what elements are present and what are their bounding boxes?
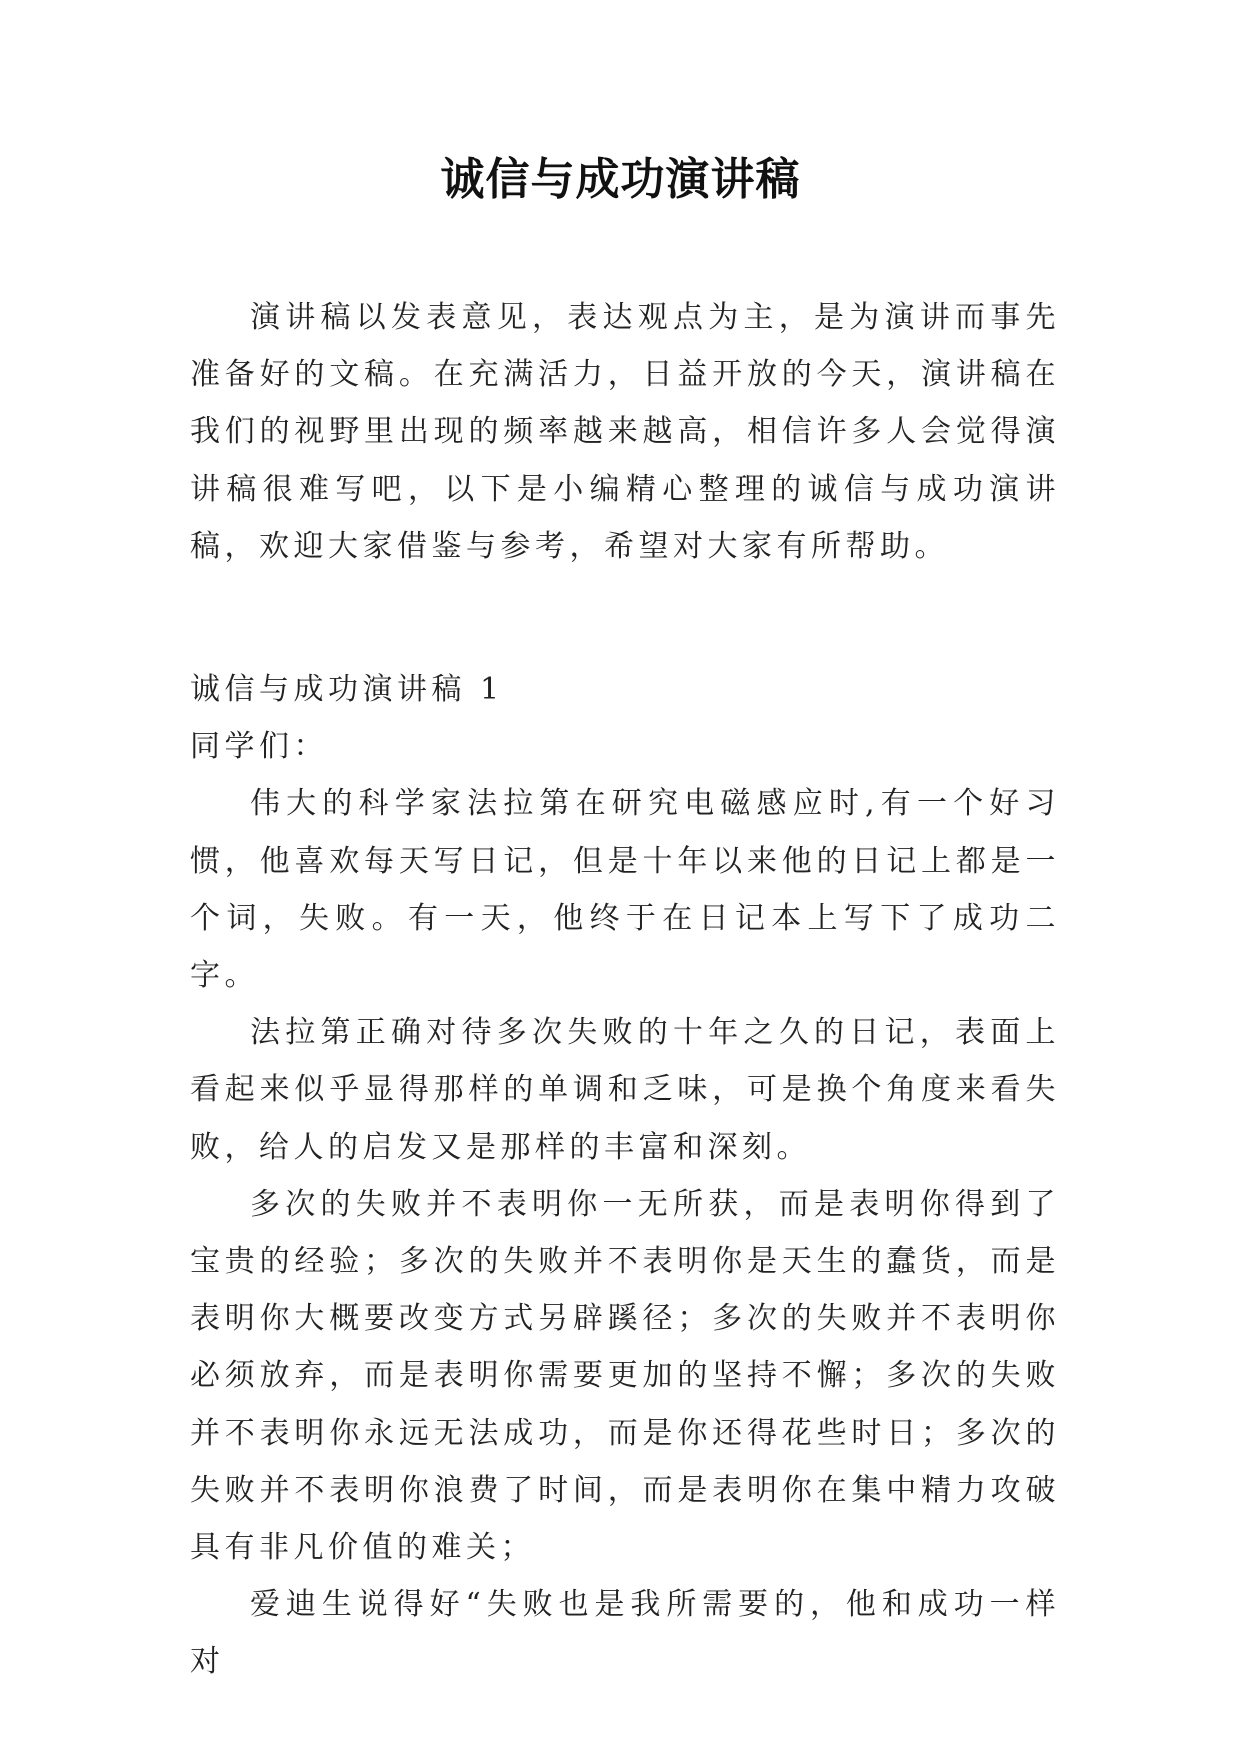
document-body [190, 289, 1060, 1691]
document-title: 诚信与成功演讲稿 [440, 154, 801, 205]
intro-paragraph: 演讲稿以发表意见，表达观点为主，是为演讲而事先准备好的文稿。在充满活力，日益开放的今天，演讲稿在我们的视野里出现的频率越来越高，相信许多人会觉得演讲稿很难写吧，以下是小编精心整理的诚信与成功演讲稿，欢迎大家借鉴与参考，希望对大家有所帮助。 [190, 300, 1060, 564]
salutation: 同学们： [190, 729, 328, 765]
body-paragraph-3: 多次的失败并不表明你一无所获，而是表明你得到了宝贵的经验；多次的失败并不表明你是天生的蠢货，而是表明你大概要改变方式另辟蹊径；多次的失败并不表明你必须放弃，而是表明你需要更加的坚持不懈；多次的失败并不表明你永远无法成功，而是你还得花些时日；多次的失败并不表明你浪费了时间，而是表明你在集中精力攻破具有非凡价值的难关； [190, 1186, 1060, 1566]
section-heading: 诚信与成功演讲稿 1 [190, 672, 504, 708]
body-paragraph-2: 法拉第正确对待多次失败的十年之久的日记，表面上看起来似乎显得那样的单调和乏味，可是换个角度来看失败，给人的启发又是那样的丰富和深刻。 [190, 1015, 1060, 1165]
paragraph-gap [190, 575, 1060, 661]
body-paragraph-1: 伟大的科学家法拉第在研究电磁感应时,有一个好习惯，他喜欢每天写日记，但是十年以来他的日记上都是一个词，失败。有一天，他终于在日记本上写下了成功二字。 [190, 786, 1060, 994]
body-paragraph-4: 爱迪生说得好“失败也是我所需要的，他和成功一样对 [190, 1587, 1060, 1680]
